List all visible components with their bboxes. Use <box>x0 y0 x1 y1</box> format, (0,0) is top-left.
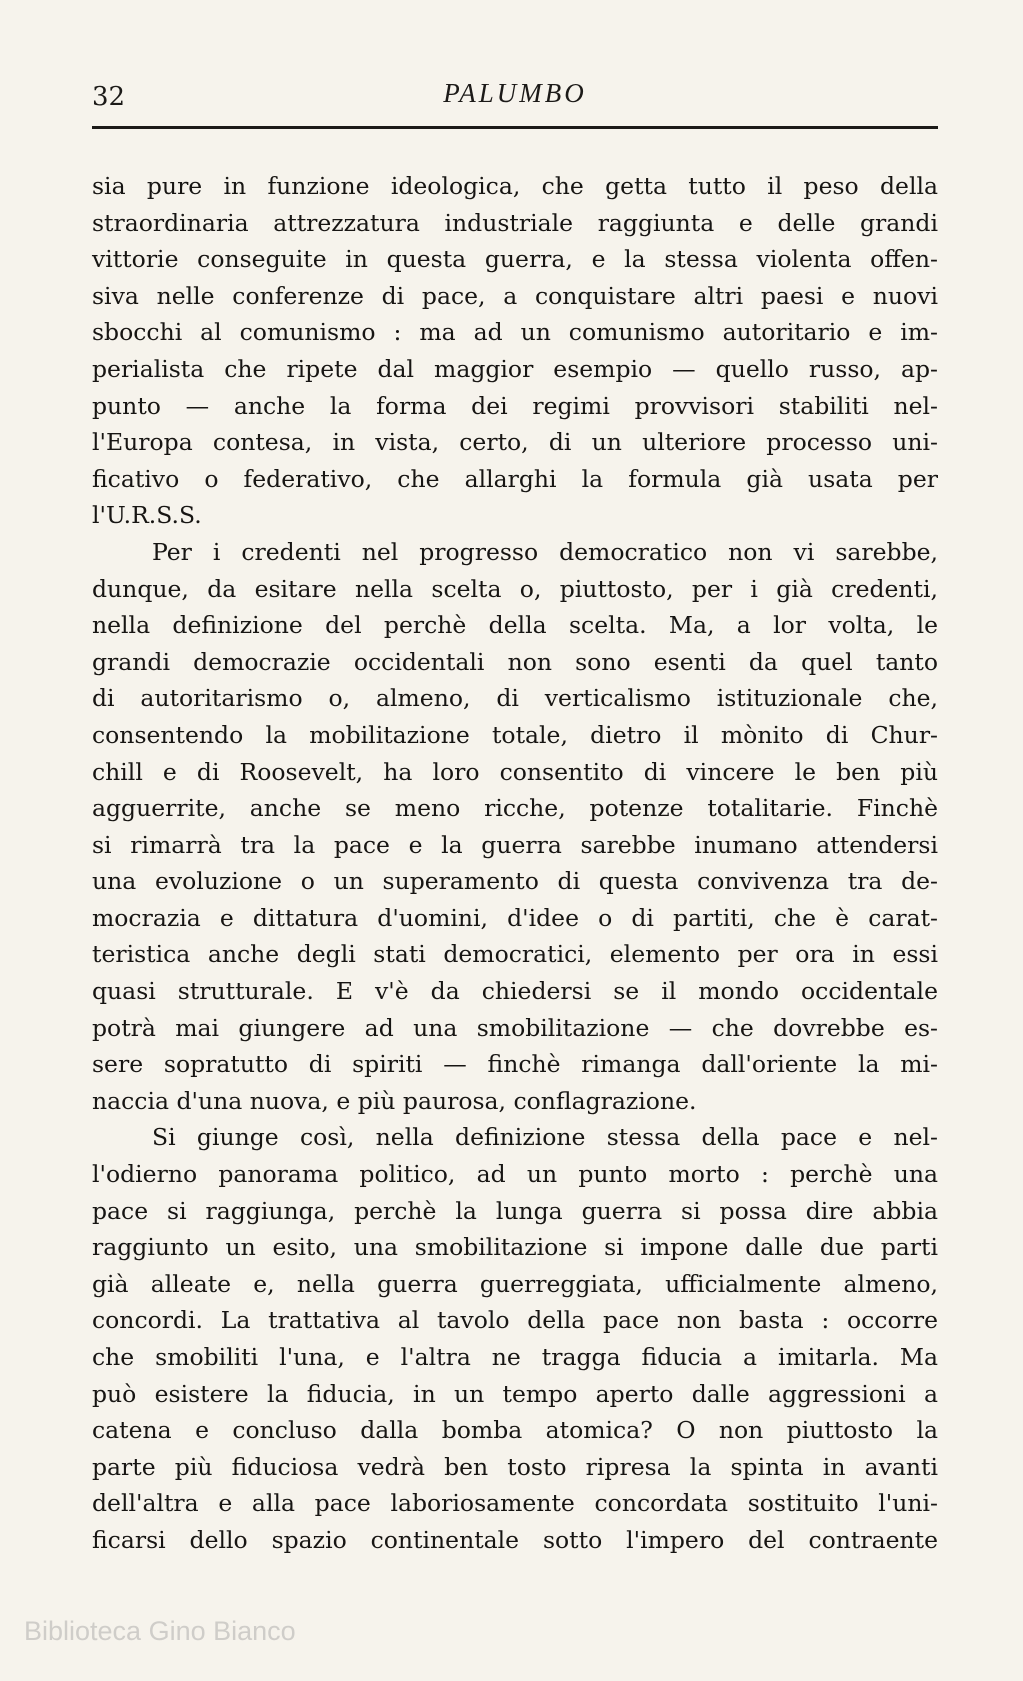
text-line: sia pure in funzione ideologica, che getta tutto il peso della <box>92 172 938 200</box>
text-line: sbocchi al comunismo : ma ad un comunismo autoritario e im- <box>92 318 938 347</box>
text-line: può esistere la fiducia, in un tempo aperto dalle aggressioni a <box>92 1379 938 1408</box>
text-line: chill e di Roosevelt, ha loro consentito di vincere le ben più <box>92 757 938 786</box>
text-line: perialista che ripete dal maggior esempio — quello russo, ap- <box>92 354 938 383</box>
text-line: agguerrite, anche se meno ricche, potenze totalitarie. Finchè <box>92 794 938 823</box>
text-line: siva nelle conferenze di pace, a conquistare altri paesi e nuovi <box>92 281 938 310</box>
text-line: l'odierno panorama politico, ad un punto morto : perchè una <box>92 1160 938 1189</box>
text-line: consentendo la mobilitazione totale, dietro il mònito di Chur- <box>92 720 938 749</box>
header-rule <box>92 126 938 129</box>
text-line: raggiunto un esito, una smobilitazione si impone dalle due parti <box>92 1233 938 1262</box>
text-line: una evoluzione o un superamento di questa convivenza tra de- <box>92 867 938 896</box>
text-line: dunque, da esitare nella scelta o, piuttosto, per i già credenti, <box>92 574 938 603</box>
text-line: sere sopratutto di spiriti — finchè rimanga dall'oriente la mi- <box>92 1050 938 1079</box>
library-watermark: Biblioteca Gino Bianco <box>24 1616 296 1646</box>
text-line: straordinaria attrezzatura industriale raggiunta e delle grandi <box>92 208 938 237</box>
text-line: dell'altra e alla pace laboriosamente concordata sostituito l'uni- <box>92 1489 938 1518</box>
text-line: pace si raggiunga, perchè la lunga guerra si possa dire abbia <box>92 1196 938 1225</box>
text-line: ficarsi dello spazio continentale sotto l'impero del contraente <box>92 1525 938 1554</box>
text-line: grandi democrazie occidentali non sono esenti da quel tanto <box>92 647 938 676</box>
text-line: catena e concluso dalla bomba atomica? O non piuttosto la <box>92 1416 938 1445</box>
text-line: che smobiliti l'una, e l'altra ne tragga fiducia a imitarla. Ma <box>92 1343 938 1371</box>
text-line: concordi. La trattativa al tavolo della pace non basta : occorre <box>92 1306 938 1335</box>
running-title: PALUMBO <box>443 78 587 108</box>
text-line: mocrazia e dittatura d'uomini, d'idee o di partiti, che è carat- <box>92 903 938 932</box>
text-line: si rimarrà tra la pace e la guerra sarebbe inumano attendersi <box>92 830 938 859</box>
text-line: vittorie conseguite in questa guerra, e la stessa violenta offen- <box>92 245 938 274</box>
text-line: parte più fiduciosa vedrà ben tosto ripresa la spinta in avanti <box>92 1452 938 1481</box>
text-line: teristica anche degli stati democratici, elemento per ora in essi <box>92 940 938 969</box>
text-line: naccia d'una nuova, e più paurosa, conflagrazione. <box>92 1086 697 1115</box>
text-line: nella definizione del perchè della scelta. Ma, a lor volta, le <box>92 611 938 640</box>
text-line: potrà mai giungere ad una smobilitazione — che dovrebbe es- <box>92 1013 938 1042</box>
page-header <box>92 78 938 118</box>
text-line: l'Europa contesa, in vista, certo, di un ulteriore processo uni- <box>92 428 938 457</box>
text-line: quasi strutturale. E v'è da chiedersi se il mondo occidentale <box>92 977 938 1006</box>
text-line: ficativo o federativo, che allarghi la formula già usata per <box>92 464 938 493</box>
text-line: punto — anche la forma dei regimi provvisori stabiliti nel- <box>92 391 938 420</box>
text-line: già alleate e, nella guerra guerreggiata, ufficialmente almeno, <box>92 1269 938 1298</box>
page-number: 32 <box>92 82 126 112</box>
body-text <box>92 168 938 1559</box>
text-line: Si giunge così, nella definizione stessa della pace e nel- <box>152 1123 938 1152</box>
text-line: Per i credenti nel progresso democratico non vi sarebbe, <box>152 537 938 566</box>
text-line: l'U.R.S.S. <box>92 501 202 530</box>
text-line: di autoritarismo o, almeno, di verticalismo istituzionale che, <box>92 684 938 713</box>
